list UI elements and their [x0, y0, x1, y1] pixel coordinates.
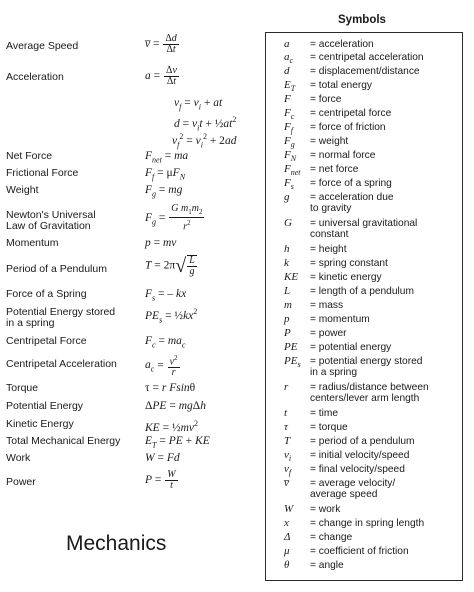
- symbol-glyph: $v_f$: [284, 463, 292, 478]
- formula-equation: p = mv: [145, 237, 177, 249]
- formula-equation: $F_g$ = $\frac{G m_1m_2}{r^2}$: [145, 203, 203, 233]
- symbol-glyph: G: [284, 217, 292, 229]
- formula-equation: v̅ = $\frac{\Delta d}{\Delta t}$: [145, 33, 177, 55]
- formula-label: Force of a Spring: [6, 288, 87, 300]
- formula-equation: $v_f = v_i$ + at: [174, 97, 223, 112]
- formula-equation: $F_s$ = – kx: [145, 288, 187, 303]
- symbol-glyph: F: [284, 93, 291, 105]
- symbol-glyph: $F_f$: [284, 121, 293, 136]
- symbol-glyph: h: [284, 243, 290, 255]
- formula-equation: ΔPE = mgΔh: [145, 400, 206, 412]
- formula-equation: $E_T$ = PE + KE: [145, 435, 210, 450]
- symbol-description: = radius/distance between centers/lever arm length: [310, 382, 429, 404]
- symbol-description: = coefficient of friction: [310, 546, 409, 557]
- symbol-glyph: θ: [284, 559, 290, 571]
- symbol-description: = potential energy: [310, 342, 392, 353]
- formula-equation: $PE_s$ = $\frac{1}{2}kx^2$: [145, 307, 198, 325]
- symbol-description: = kinetic energy: [310, 272, 382, 283]
- formula-label: Total Mechanical Energy: [6, 435, 121, 447]
- symbol-description: = acceleration due to gravity: [310, 192, 394, 214]
- formula-equation: $F_{net}$ = ma: [145, 150, 189, 165]
- symbol-description: = centripetal force: [310, 108, 392, 119]
- symbol-glyph: $PE_s$: [284, 355, 301, 370]
- symbol-glyph: PE: [284, 341, 298, 353]
- symbol-description: = mass: [310, 300, 344, 311]
- symbols-table: [265, 32, 463, 581]
- symbol-description: = total energy: [310, 80, 373, 91]
- symbol-description: = universal gravitational constant: [310, 218, 418, 240]
- symbol-description: = force of friction: [310, 122, 386, 133]
- symbol-glyph: $a_c$: [284, 51, 294, 66]
- symbol-glyph: r: [284, 381, 289, 393]
- symbol-description: = height: [310, 244, 347, 255]
- formula-equation: $d = v_it$ + $\frac{1}{2}at^2$: [174, 115, 237, 133]
- symbol-glyph: $E_T$: [284, 79, 296, 94]
- symbol-glyph: T: [284, 435, 291, 447]
- formula-label: Weight: [6, 184, 39, 196]
- symbol-glyph: $v_i$: [284, 449, 292, 464]
- formula-equation: τ = r Fsinθ: [145, 382, 196, 394]
- symbol-glyph: W: [284, 503, 294, 515]
- formula-label: Acceleration: [6, 71, 64, 83]
- formula-label: Newton's Universal Law of Gravitation: [6, 209, 96, 232]
- symbol-description: = acceleration: [310, 39, 374, 50]
- symbol-description: = work: [310, 504, 341, 515]
- formula-equation: W = Fd: [145, 452, 180, 464]
- symbol-glyph: $F_s$: [284, 177, 294, 192]
- formula-label: Potential Energy stored in a spring: [6, 306, 116, 329]
- symbol-description: = initial velocity/speed: [310, 450, 410, 461]
- symbol-description: = weight: [310, 136, 349, 147]
- formula-label: Torque: [6, 382, 39, 394]
- symbol-glyph: x: [284, 517, 289, 529]
- symbol-description: = force of a spring: [310, 178, 392, 189]
- symbol-description: = displacement/distance: [310, 66, 420, 77]
- symbol-glyph: p: [284, 313, 290, 325]
- symbol-description: = potential energy stored in a spring: [310, 356, 423, 378]
- formula-equation: $F_f = \mu F_N$: [145, 167, 186, 182]
- symbol-description: = average velocity/ average speed: [310, 478, 396, 500]
- symbol-description: = normal force: [310, 150, 376, 161]
- formula-label: Net Force: [6, 150, 53, 162]
- symbol-glyph: k: [284, 257, 289, 269]
- page-title: Mechanics: [66, 532, 167, 555]
- formula-label: Centripetal Force: [6, 335, 87, 347]
- formula-equation: $F_g$ = mg: [145, 184, 183, 199]
- formula-label: Power: [6, 476, 36, 488]
- formula-label: Momentum: [6, 237, 59, 249]
- symbol-description: = power: [310, 328, 347, 339]
- symbol-glyph: $F_{net}$: [284, 163, 301, 178]
- symbol-glyph: KE: [284, 271, 299, 283]
- symbol-glyph: d: [284, 65, 290, 77]
- symbol-description: = centripetal acceleration: [310, 52, 424, 63]
- symbol-glyph: g: [284, 191, 290, 203]
- symbol-description: = momentum: [310, 314, 370, 325]
- symbol-description: = final velocity/speed: [310, 464, 405, 475]
- symbol-glyph: $F_c$: [284, 107, 295, 122]
- symbol-description: = force: [310, 94, 342, 105]
- symbol-glyph: P: [284, 327, 291, 339]
- symbols-title: Symbols: [338, 14, 386, 26]
- symbol-description: = spring constant: [310, 258, 388, 269]
- symbol-glyph: τ: [284, 421, 288, 433]
- formula-label: Potential Energy: [6, 400, 84, 412]
- symbol-glyph: $F_g$: [284, 135, 295, 150]
- symbol-glyph: m: [284, 299, 292, 311]
- formula-equation: $v_f^2 = v_i^2 + 2ad$: [172, 132, 237, 150]
- symbol-description: = net force: [310, 164, 359, 175]
- formula-label: Frictional Force: [6, 167, 79, 179]
- symbol-description: = torque: [310, 422, 348, 433]
- formula-equation: P = $\frac{W}{t}$: [145, 469, 176, 491]
- symbol-glyph: t: [284, 407, 288, 419]
- symbol-glyph: v̅: [284, 477, 289, 489]
- symbol-glyph: L: [284, 285, 291, 297]
- symbol-description: = change in spring length: [310, 518, 425, 529]
- formula-equation: T = 2π√ $\frac{L}{g}$: [145, 255, 195, 277]
- symbol-glyph: a: [284, 38, 290, 50]
- formula-label: Work: [6, 452, 31, 464]
- formula-label: Period of a Pendulum: [6, 263, 107, 275]
- formula-equation: KE = $\frac{1}{2}mv^2$: [145, 419, 198, 434]
- symbol-description: = time: [310, 408, 339, 419]
- symbol-description: = period of a pendulum: [310, 436, 415, 447]
- symbol-glyph: $F_N$: [284, 149, 297, 164]
- symbol-description: = change: [310, 532, 353, 543]
- formula-equation: $a_c$ = $\frac{v^2}{r}$: [145, 354, 178, 379]
- symbol-description: = length of a pendulum: [310, 286, 414, 297]
- formula-label: Kinetic Energy: [6, 418, 74, 430]
- symbol-glyph: Δ: [284, 531, 291, 543]
- formula-label: Centripetal Acceleration: [6, 358, 117, 370]
- formula-equation: a = $\frac{\Delta v}{\Delta t}$: [145, 65, 177, 87]
- symbol-glyph: μ: [284, 545, 290, 557]
- formula-label: Average Speed: [6, 40, 79, 52]
- symbol-description: = angle: [310, 560, 344, 571]
- formula-equation: $F_c = ma_c$: [145, 335, 186, 350]
